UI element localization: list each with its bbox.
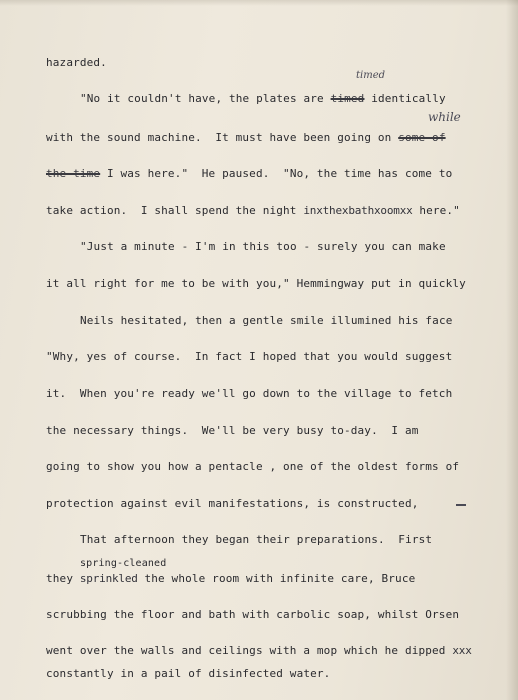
text-line-7: it all right for me to be with you," Hemmingway put in quickly	[46, 277, 466, 290]
text-line-13: protection against evil manifestations, is constructed,	[46, 497, 419, 510]
text-segment: take action. I shall spend the night	[46, 204, 304, 217]
text-segment: they	[46, 572, 80, 585]
text-line-12: going to show you how a pentacle , one of the oldest forms of	[46, 460, 460, 473]
text-line-3	[46, 131, 446, 144]
text-segment: I was here." He paused. "No, the time has come to	[100, 167, 453, 180]
handwritten-timed: timed	[356, 70, 386, 81]
x-out-text: sprinkled	[79, 572, 138, 585]
text-line-15	[46, 572, 415, 585]
struck-word: some of	[398, 131, 446, 144]
text-line-5	[46, 204, 460, 217]
text-line-14: That afternoon they began their preparations. First	[80, 533, 433, 546]
page-top-shadow	[0, 0, 518, 6]
x-out-text: xxx	[452, 644, 472, 657]
text-segment: here."	[412, 204, 460, 217]
text-segment: identically	[364, 92, 446, 105]
text-segment: have been going on	[262, 131, 399, 144]
typed-insert-spring-cleaned: spring-cleaned	[80, 558, 167, 569]
struck-word: timed	[330, 92, 365, 105]
pen-dash-mark	[456, 504, 466, 506]
text-line-11: the necessary things. We'll be very busy to-day. I am	[46, 424, 419, 437]
text-segment: went over the walls and ceilings with a mop which he dipped	[46, 644, 453, 657]
text-line-6: "Just a minute - I'm in this too - surely you can make	[80, 240, 446, 253]
text-line-9: "Why, yes of course. In fact I hoped that you would suggest	[46, 350, 453, 363]
text-segment: must	[235, 131, 263, 144]
text-line-17	[46, 644, 472, 657]
text-line-4	[46, 167, 452, 180]
x-out-text: inxthexbathxoomxx	[303, 204, 413, 217]
text-line-16: scrubbing the floor and bath with carbolic soap, whilst Orsen	[46, 608, 460, 621]
text-line-8: Neils hesitated, then a gentle smile illumined his face	[80, 314, 453, 327]
text-line-1	[46, 56, 107, 69]
text-segment: with the sound machine. It	[46, 131, 236, 144]
text-line-10: it. When you're ready we'll go down to the village to fetch	[46, 387, 453, 400]
text-segment: "No it couldn't have, the plates are	[80, 92, 331, 105]
text-segment: hazarded.	[46, 56, 107, 69]
handwritten-while: while	[428, 110, 461, 124]
struck-word: the time	[46, 167, 101, 180]
text-line-18: constantly in a pail of disinfected water.	[46, 667, 331, 680]
page-right-shadow	[506, 0, 518, 700]
text-segment: the whole room with infinite care, Bruce	[137, 572, 416, 585]
text-line-2	[80, 92, 446, 105]
